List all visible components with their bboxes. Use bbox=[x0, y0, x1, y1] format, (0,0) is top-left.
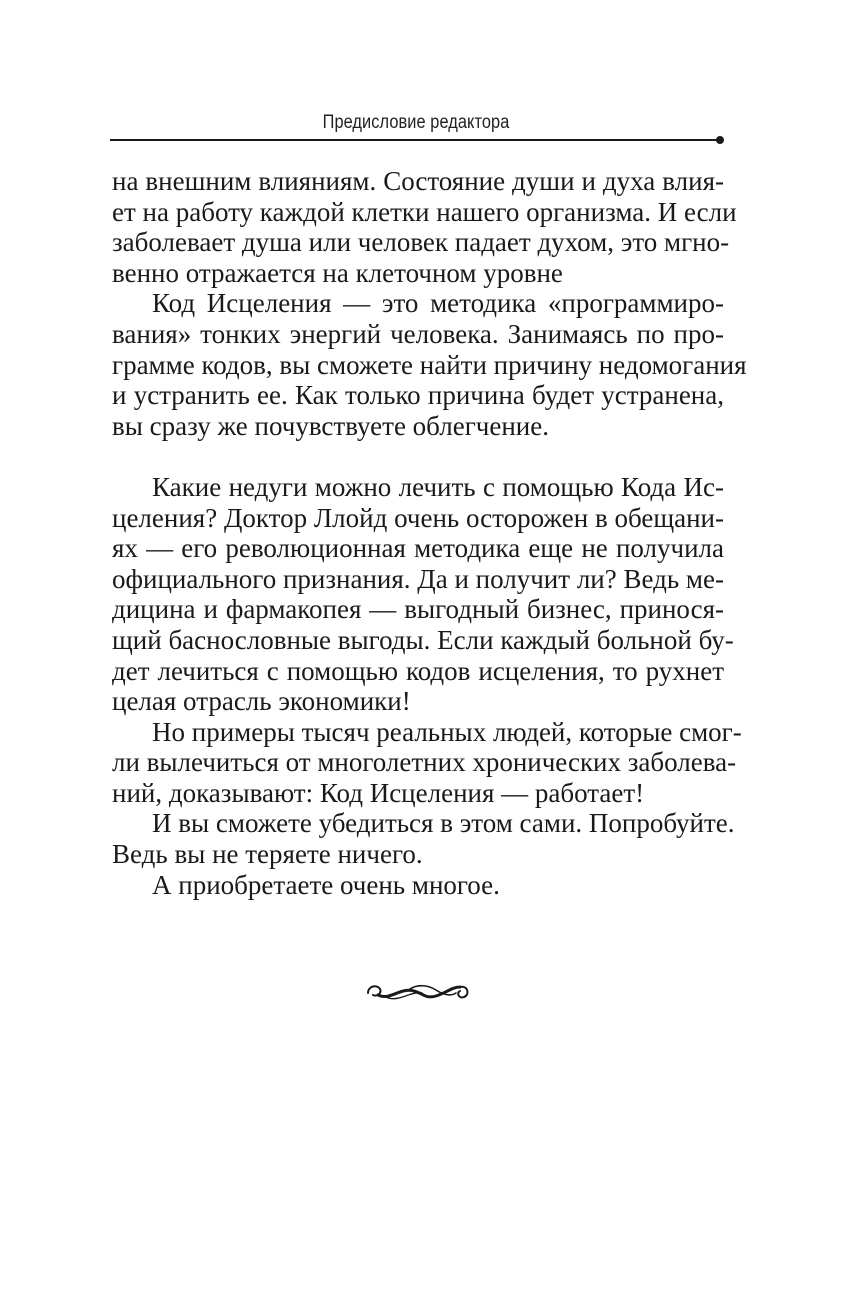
text-line: ний, доказывают: Код Исцеления — работает! bbox=[112, 777, 645, 808]
text-line: И вы сможете убедиться в этом сами. Попробуйте. bbox=[152, 808, 735, 839]
paragraph-2 bbox=[112, 288, 747, 441]
text-line: вы сразу же почувствуете облегчение. bbox=[112, 410, 549, 441]
paragraph-6 bbox=[112, 870, 724, 901]
text-line: ет на работу каждой клетки нашего организма. И если bbox=[112, 196, 737, 227]
text-line: и устранить ее. Как только причина будет устранена, bbox=[112, 380, 724, 411]
text-line: Ведь вы не теряете ничего. bbox=[112, 839, 423, 870]
text-line: целая отрасль экономики! bbox=[112, 686, 411, 717]
text-line: грамме кодов, вы сможете найти причину недомогания bbox=[112, 349, 747, 380]
text-line: Код Исцеления — это методика «программиро- bbox=[152, 288, 724, 319]
text-line: на внешним влияниям. Состояние души и духа влия- bbox=[112, 166, 724, 196]
body-text bbox=[112, 166, 747, 900]
text-line: дет лечиться с помощью кодов исцеления, то рухнет bbox=[112, 655, 724, 686]
paragraph-5 bbox=[112, 808, 735, 870]
text-line: венно отражается на клеточном уровне bbox=[112, 257, 563, 288]
text-line: дицина и фармакопея — выгодный бизнес, принося- bbox=[112, 594, 724, 625]
text-line: целения? Доктор Ллойд очень осторожен в обещани- bbox=[112, 502, 724, 533]
text-line: ли вылечиться от многолетних хронических заболева- bbox=[112, 747, 737, 778]
paragraph-4 bbox=[112, 716, 742, 809]
text-line: щий баснословные выгоды. Если каждый больной бу- bbox=[112, 624, 734, 655]
paragraph-3 bbox=[112, 471, 734, 717]
flourish-ornament-icon bbox=[364, 975, 472, 1007]
text-line: А приобретаете очень многое. bbox=[152, 869, 500, 900]
paragraph-1 bbox=[112, 166, 737, 288]
header-rule-dot bbox=[716, 136, 724, 144]
text-line: заболевает душа или человек падает духом, это мгно- bbox=[112, 227, 730, 258]
header-rule bbox=[110, 139, 718, 141]
text-line: Но примеры тысяч реальных людей, которые смог- bbox=[152, 716, 742, 747]
text-line: официального признания. Да и получит ли? Ведь ме- bbox=[112, 563, 724, 594]
running-head-title: Предисловие редактора bbox=[322, 112, 510, 133]
paragraph-gap bbox=[112, 441, 724, 472]
text-line: ях — его революционная методика еще не получила bbox=[112, 533, 724, 564]
text-line: Какие недуги можно лечить с помощью Кода Ис- bbox=[152, 471, 724, 502]
text-line: вания» тонких энергий человека. Занимаясь по про- bbox=[112, 318, 724, 349]
